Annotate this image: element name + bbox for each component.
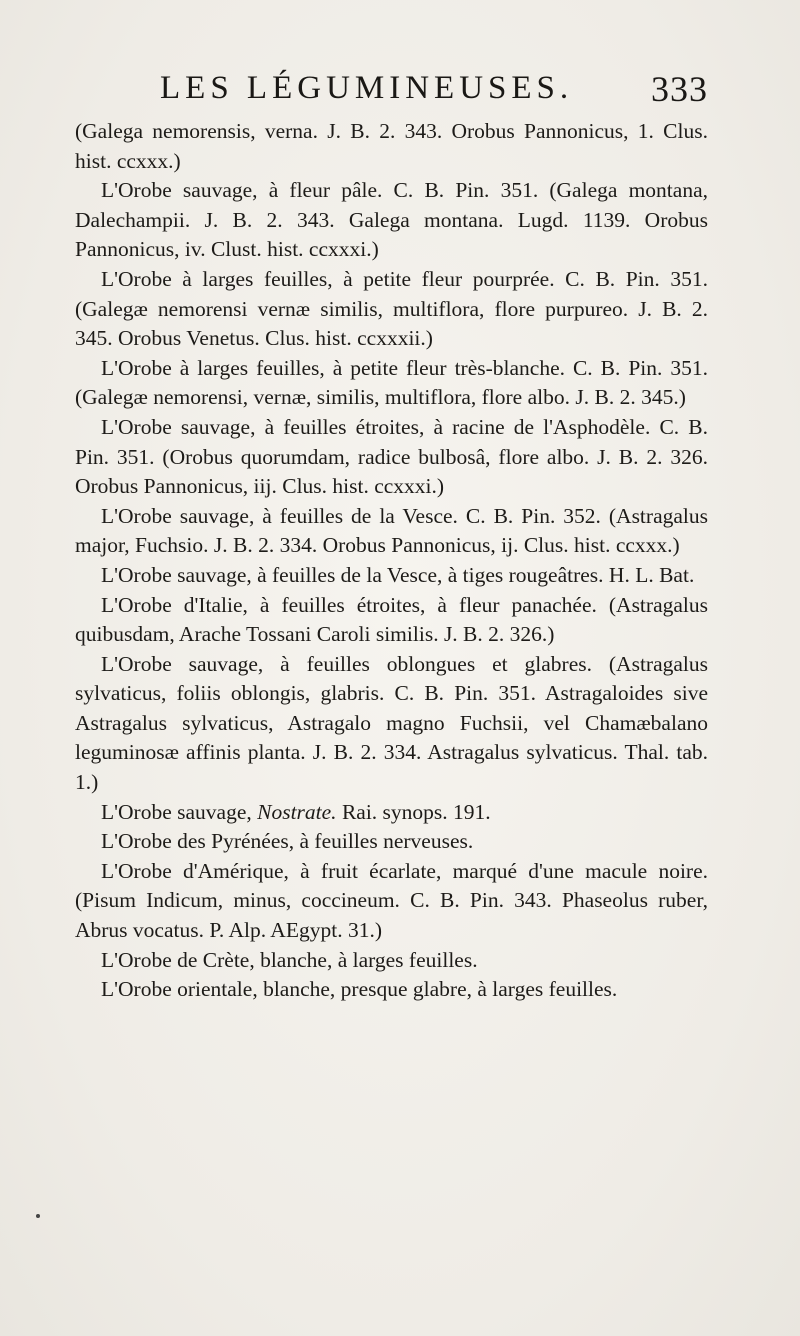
running-title: LES LÉGUMINEUSES. xyxy=(160,70,574,106)
page-header xyxy=(76,68,708,112)
entry-nostrate-after: Rai. synops. 191. xyxy=(336,799,491,824)
entry-orobe-larges-feuilles-blanche: L'Orobe à larges feuilles, à petite fleur très-blanche. C. B. Pin. 351. (Galegæ nemorensi, vernæ, similis, multiflora, flore albo. J. B. 2. 345.) xyxy=(75,355,708,410)
entry-orobe-larges-feuilles-pourpree: L'Orobe à larges feuilles, à petite fleur pourprée. C. B. Pin. 351. (Galegæ nemorensi vernæ similis, multiflora, flore purpureo. J. B. 2. 345. Orobus Venetus. Clus. hist. ccxxxii.) xyxy=(75,266,708,351)
ink-speck xyxy=(36,1214,40,1218)
entry-orobe-feuilles-vesce: L'Orobe sauvage, à feuilles de la Vesce. C. B. Pin. 352. (Astragalus major, Fuchsio. J. B. 2. 334. Orobus Pannonicus, ij. Clus. hist. ccxxx.) xyxy=(75,503,708,558)
entry-orobe-nostrate xyxy=(75,798,708,828)
entry-orobe-tiges-rougeatres: L'Orobe sauvage, à feuilles de la Vesce, à tiges rougeâtres. H. L. Bat. xyxy=(101,562,695,587)
page-number: 333 xyxy=(651,69,708,109)
entry-galega-nemorensis: (Galega nemorensis, verna. J. B. 2. 343. Orobus Pannonicus, 1. Clus. hist. ccxxx.) xyxy=(75,119,708,173)
page-body xyxy=(75,117,708,1005)
entry-orobe-crete: L'Orobe de Crète, blanche, à larges feuilles. xyxy=(101,947,478,972)
entry-orobe-feuilles-oblongues: L'Orobe sauvage, à feuilles oblongues et glabres. (Astragalus sylvaticus, foliis oblongis, glabris. C. B. Pin. 351. Astragaloides sive Astragalus sylvaticus, Astragalo magno Fuchsii, vel Chamæbalano leguminosæ affinis planta. J. B. 2. 334. Astragalus sylvaticus. Thal. tab. 1.) xyxy=(75,651,708,795)
entry-orobe-amerique: L'Orobe d'Amérique, à fruit écarlate, marqué d'une macule noire. (Pisum Indicum, minus, coccineum. C. B. Pin. 343. Phaseolus ruber, Abrus vocatus. P. Alp. AEgypt. 31.) xyxy=(75,858,708,943)
entry-orobe-feuilles-etroites-asphodele: L'Orobe sauvage, à feuilles étroites, à racine de l'Asphodèle. C. B. Pin. 351. (Orobus quorumdam, radice bulbosâ, flore albo. J. B. 2. 326. Orobus Pannonicus, iij. Clus. hist. ccxxxi.) xyxy=(75,414,708,499)
entry-orobe-sauvage-fleur-pale: L'Orobe sauvage, à fleur pâle. C. B. Pin. 351. (Galega montana, Dalechampii. J. B. 2. 343. Galega montana. Lugd. 1139. Orobus Pannonicus, iv. Clust. hist. ccxxxi.) xyxy=(75,178,708,262)
entry-orobe-orientale: L'Orobe orientale, blanche, presque glabre, à larges feuilles. xyxy=(101,977,618,1002)
entry-orobe-italie: L'Orobe d'Italie, à feuilles étroites, à fleur panachée. (Astragalus quibusdam, Arache Tossani Caroli similis. J. B. 2. 326.) xyxy=(75,592,708,647)
entry-nostrate-italic: Nostrate. xyxy=(257,799,337,824)
entry-nostrate-before: L'Orobe sauvage, xyxy=(101,799,258,824)
entry-orobe-pyrenees: L'Orobe des Pyrénées, à feuilles nerveuses. xyxy=(101,829,474,854)
